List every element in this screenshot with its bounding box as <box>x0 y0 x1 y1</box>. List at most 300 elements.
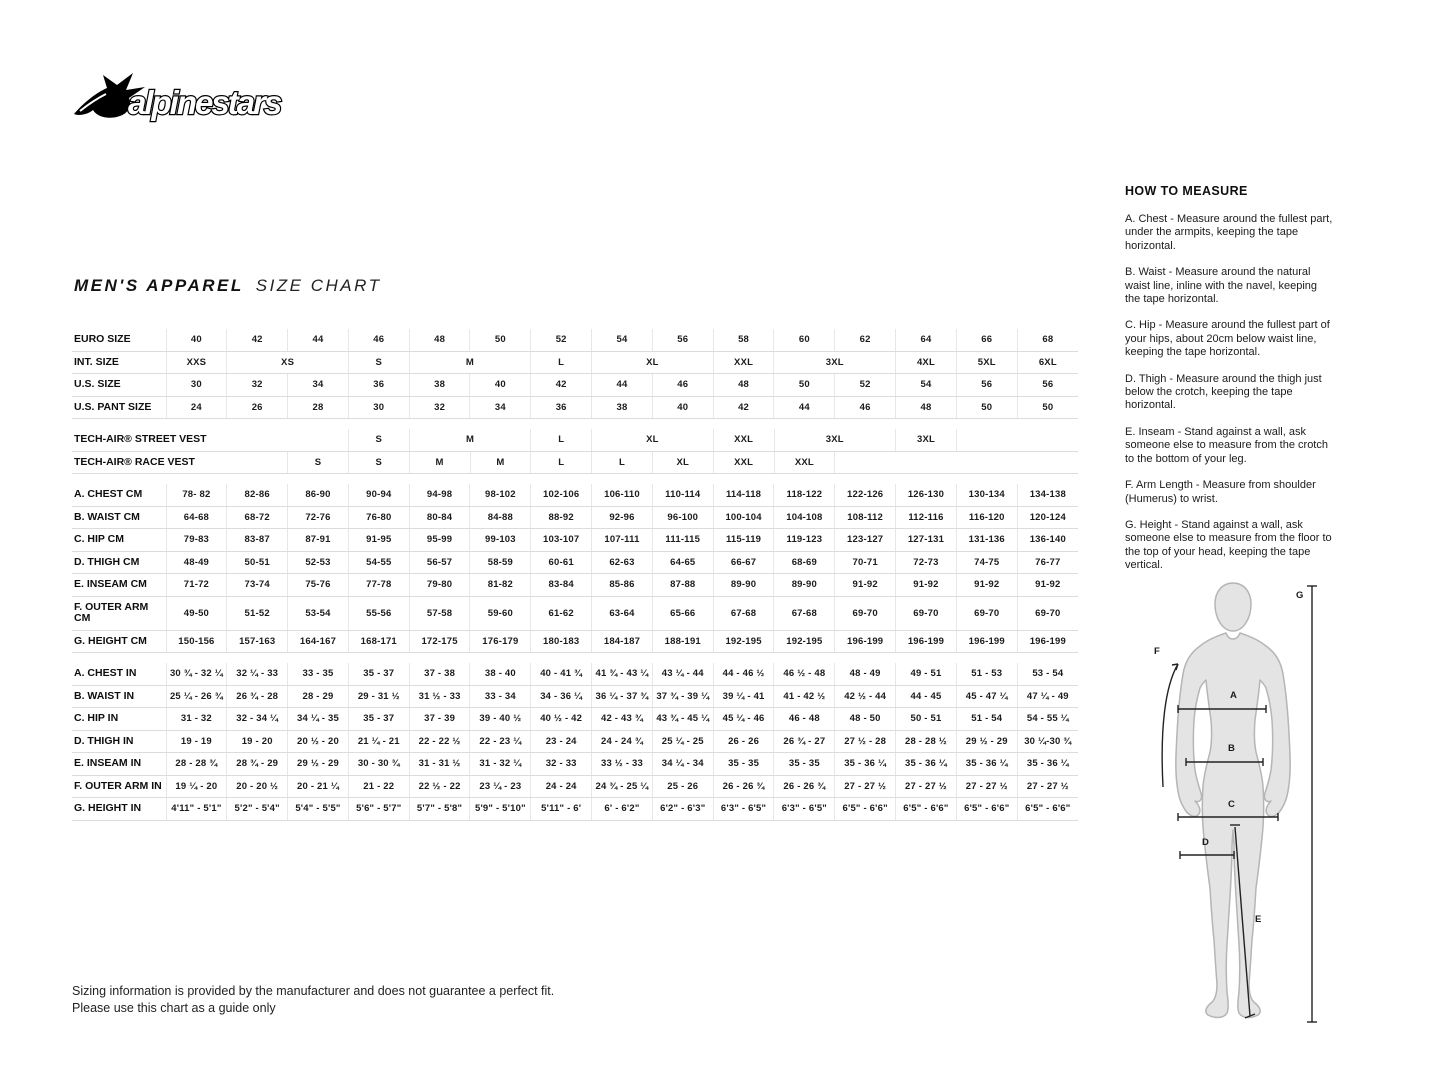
row-label: F. OUTER ARM IN <box>72 775 166 798</box>
size-cell: 23 ¼ - 23 <box>470 775 531 798</box>
size-cell: XL <box>652 451 713 474</box>
size-cell: M <box>470 451 531 474</box>
size-cell: 91-92 <box>1017 574 1078 597</box>
size-cell: 29 ½ - 29 <box>288 753 349 776</box>
size-cell: 64-65 <box>652 551 713 574</box>
size-cell: 22 - 22 ½ <box>409 730 470 753</box>
size-cell: M <box>409 451 470 474</box>
size-cell: 63-64 <box>592 596 653 630</box>
row-label: TECH-AIR® STREET VEST <box>72 429 348 451</box>
size-cell: 49-50 <box>166 596 227 630</box>
measure-instruction: G. Height - Stand against a wall, ask someone else to measure from the floor to the top of your head, keeping the tape vertical. <box>1125 518 1332 572</box>
row-label: A. CHEST IN <box>72 663 166 685</box>
size-cell: 38 - 40 <box>470 663 531 685</box>
size-cell: 56 <box>1017 374 1078 397</box>
size-cell: 47 ¼ - 49 <box>1017 685 1078 708</box>
size-cell: 98-102 <box>470 484 531 506</box>
size-cell: 30 <box>166 374 227 397</box>
size-cell: 5'4" - 5'5" <box>288 798 349 821</box>
size-cell: 40 ½ - 42 <box>531 708 592 731</box>
size-cell: 46 <box>835 396 896 419</box>
size-cell: 70-71 <box>835 551 896 574</box>
size-cell: 64-68 <box>166 506 227 529</box>
size-cell: 188-191 <box>652 630 713 653</box>
size-cell: 35 - 35 <box>713 753 774 776</box>
size-cell: 33 ½ - 33 <box>592 753 653 776</box>
size-cell: XXL <box>713 451 774 474</box>
size-cell: 35 - 36 ¼ <box>956 753 1017 776</box>
size-cell: 100-104 <box>713 506 774 529</box>
size-cell: 31 - 31 ½ <box>409 753 470 776</box>
size-cell: 25 ¼ - 25 <box>652 730 713 753</box>
size-cell: 108-112 <box>835 506 896 529</box>
row-label: B. WAIST CM <box>72 506 166 529</box>
size-cell: M <box>409 429 531 451</box>
size-cell: 72-76 <box>288 506 349 529</box>
size-cell: 34 ¼ - 34 <box>652 753 713 776</box>
size-cell: 36 ¼ - 37 ¾ <box>592 685 653 708</box>
size-cell: 87-91 <box>288 529 349 552</box>
size-cell: 46 - 48 <box>774 708 835 731</box>
size-cell: S <box>348 351 409 374</box>
size-cell: 6'3" - 6'5" <box>713 798 774 821</box>
alpinestars-logo <box>70 70 326 137</box>
size-cell: 6'5" - 6'6" <box>835 798 896 821</box>
measure-instruction: B. Waist - Measure around the natural waist line, inline with the navel, keeping the tape horizontal. <box>1125 266 1318 306</box>
size-cell: 24 - 24 <box>531 775 592 798</box>
size-cell: 103-107 <box>531 529 592 552</box>
size-cell: 44 <box>288 329 349 351</box>
size-cell: 28 ¾ - 29 <box>227 753 288 776</box>
size-cell: 36 <box>531 396 592 419</box>
size-cell: 106-110 <box>592 484 653 506</box>
size-cell <box>835 451 1078 474</box>
size-cell: 78- 82 <box>166 484 227 506</box>
row-label: U.S. PANT SIZE <box>72 396 166 419</box>
size-cell: 94-98 <box>409 484 470 506</box>
size-cell <box>956 429 1078 451</box>
size-cell: 99-103 <box>470 529 531 552</box>
size-cell: 73-74 <box>227 574 288 597</box>
size-cell: 48 <box>713 374 774 397</box>
size-cell: 25 - 26 <box>652 775 713 798</box>
size-cell: 192-195 <box>774 630 835 653</box>
size-cell: 164-167 <box>288 630 349 653</box>
size-cell: 40 <box>166 329 227 351</box>
page-title-main: MEN'S APPAREL <box>74 276 244 295</box>
size-cell: 57-58 <box>409 596 470 630</box>
size-cell: L <box>531 351 592 374</box>
size-cell: 91-92 <box>835 574 896 597</box>
figure-label-waist: B <box>1228 743 1235 754</box>
size-cell: 3XL <box>896 429 957 451</box>
size-cell: 196-199 <box>956 630 1017 653</box>
size-cell: 26 <box>227 396 288 419</box>
size-cell: 26 ¾ - 27 <box>774 730 835 753</box>
size-cell: XXS <box>166 351 227 374</box>
size-cell: 22 - 23 ¼ <box>470 730 531 753</box>
size-cell: 35 - 37 <box>348 708 409 731</box>
size-cell: 96-100 <box>652 506 713 529</box>
size-cell: XXL <box>713 429 774 451</box>
size-cell: 26 - 26 ¾ <box>713 775 774 798</box>
measure-instruction: A. Chest - Measure around the fullest part, under the armpits, keeping the tape horizontal. <box>1125 213 1333 252</box>
alpinestars-wordmark: alpinestars <box>128 84 281 121</box>
size-cell: 3XL <box>774 429 896 451</box>
size-cell: 52 <box>531 329 592 351</box>
size-cell: 28 <box>288 396 349 419</box>
measure-instruction: F. Arm Length - Measure from shoulder (Humerus) to wrist. <box>1125 479 1316 505</box>
size-cell: 54 <box>592 329 653 351</box>
size-cell: 41 - 42 ½ <box>774 685 835 708</box>
size-cell: 22 ½ - 22 <box>409 775 470 798</box>
size-cell: 43 ¼ - 44 <box>652 663 713 685</box>
size-cell: 34 <box>288 374 349 397</box>
row-label: B. WAIST IN <box>72 685 166 708</box>
size-cell: 104-108 <box>774 506 835 529</box>
size-cell: 5'7" - 5'8" <box>409 798 470 821</box>
size-cell: 76-80 <box>348 506 409 529</box>
size-cell: 21 - 22 <box>348 775 409 798</box>
page-title <box>74 276 382 296</box>
size-cell: 176-179 <box>470 630 531 653</box>
size-cell: 31 ½ - 33 <box>409 685 470 708</box>
size-cell: 66-67 <box>713 551 774 574</box>
size-cell: 71-72 <box>166 574 227 597</box>
size-cell: 48 <box>409 329 470 351</box>
size-cell: 123-127 <box>835 529 896 552</box>
size-cell: 80-84 <box>409 506 470 529</box>
size-cell: 48 - 50 <box>835 708 896 731</box>
size-cell: 114-118 <box>713 484 774 506</box>
row-label: E. INSEAM CM <box>72 574 166 597</box>
size-cell: 89-90 <box>713 574 774 597</box>
size-cell: 45 - 47 ¼ <box>956 685 1017 708</box>
size-cell: 50 - 51 <box>896 708 957 731</box>
size-cell: 44 - 46 ½ <box>713 663 774 685</box>
page-title-sub: SIZE CHART <box>255 276 382 295</box>
size-cell: 54 <box>896 374 957 397</box>
size-cell: 69-70 <box>835 596 896 630</box>
size-cell: 115-119 <box>713 529 774 552</box>
size-cell: 29 - 31 ½ <box>348 685 409 708</box>
size-cell: 46 ½ - 48 <box>774 663 835 685</box>
size-cell: 50 <box>956 396 1017 419</box>
size-cell: 95-99 <box>409 529 470 552</box>
measure-instruction: E. Inseam - Stand against a wall, ask someone else to measure from the crotch to the bottom of your leg. <box>1125 425 1328 465</box>
size-cell: 85-86 <box>592 574 653 597</box>
size-cell: L <box>531 429 592 451</box>
size-cell: 42 ½ - 44 <box>835 685 896 708</box>
size-cell: 52-53 <box>288 551 349 574</box>
size-cell: 5'2" - 5'4" <box>227 798 288 821</box>
size-cell: 35 - 36 ¼ <box>835 753 896 776</box>
size-cell: 196-199 <box>1017 630 1078 653</box>
size-cell: 6'2" - 6'3" <box>652 798 713 821</box>
figure-label-height: G <box>1296 590 1304 601</box>
size-cell: 24 <box>166 396 227 419</box>
size-cell: 44 <box>774 396 835 419</box>
row-label: C. HIP CM <box>72 529 166 552</box>
size-cell: 6'5" - 6'6" <box>1017 798 1078 821</box>
size-cell: 26 - 26 ¾ <box>774 775 835 798</box>
size-cell: 69-70 <box>956 596 1017 630</box>
size-cell: 112-116 <box>896 506 957 529</box>
size-cell: 56 <box>652 329 713 351</box>
size-cell: 196-199 <box>835 630 896 653</box>
size-cell: 28 - 29 <box>288 685 349 708</box>
size-cell: 34 ¼ - 35 <box>288 708 349 731</box>
size-cell: 6XL <box>1017 351 1078 374</box>
measurement-figure <box>1138 574 1336 1035</box>
size-cell: 172-175 <box>409 630 470 653</box>
size-cell: 184-187 <box>592 630 653 653</box>
size-cell: 30 ¼-30 ¾ <box>1017 730 1078 753</box>
size-cell: 50-51 <box>227 551 288 574</box>
row-label: INT. SIZE <box>72 351 166 374</box>
size-cell: 82-86 <box>227 484 288 506</box>
size-cell: 91-95 <box>348 529 409 552</box>
size-cell: 28 - 28 ¾ <box>166 753 227 776</box>
size-cell: 40 <box>652 396 713 419</box>
size-cell: 136-140 <box>1017 529 1078 552</box>
size-cell: 6' - 6'2" <box>592 798 653 821</box>
size-cell: 131-136 <box>956 529 1017 552</box>
size-table-group <box>72 329 1078 419</box>
size-cell: 6'5" - 6'6" <box>956 798 1017 821</box>
size-cell: 39 ¼ - 41 <box>713 685 774 708</box>
size-cell: 40 <box>470 374 531 397</box>
size-table-group <box>72 484 1078 653</box>
size-cell: 59-60 <box>470 596 531 630</box>
size-cell: 6'3" - 6'5" <box>774 798 835 821</box>
figure-label-arm: F <box>1154 646 1160 657</box>
size-cell: 30 <box>348 396 409 419</box>
size-cell: 20 - 21 ¼ <box>288 775 349 798</box>
size-cell: 31 - 32 ¼ <box>470 753 531 776</box>
size-cell: 44 - 45 <box>896 685 957 708</box>
size-cell: 68 <box>1017 329 1078 351</box>
row-label: F. OUTER ARM CM <box>72 596 166 630</box>
size-cell: 41 ¾ - 43 ¼ <box>592 663 653 685</box>
size-cell: 23 - 24 <box>531 730 592 753</box>
size-cell: 48 - 49 <box>835 663 896 685</box>
figure-label-chest: A <box>1230 690 1237 701</box>
size-cell: 4XL <box>896 351 957 374</box>
size-cell: 32 - 34 ¼ <box>227 708 288 731</box>
height-measure-line <box>1307 586 1317 1022</box>
size-cell: XXL <box>713 351 774 374</box>
size-cell: 75-76 <box>288 574 349 597</box>
size-cell: 51 - 54 <box>956 708 1017 731</box>
size-cell: XL <box>592 429 714 451</box>
size-cell: 5'11" - 6' <box>531 798 592 821</box>
row-label: G. HEIGHT IN <box>72 798 166 821</box>
size-cell: 61-62 <box>531 596 592 630</box>
size-cell: 38 <box>592 396 653 419</box>
size-cell: L <box>531 451 592 474</box>
size-cell: 83-84 <box>531 574 592 597</box>
size-cell: 33 - 35 <box>288 663 349 685</box>
size-cell: 64 <box>896 329 957 351</box>
size-cell: 89-90 <box>774 574 835 597</box>
size-cell: 196-199 <box>896 630 957 653</box>
size-cell: 20 - 20 ½ <box>227 775 288 798</box>
size-cell: 76-77 <box>1017 551 1078 574</box>
size-cell: 38 <box>409 374 470 397</box>
size-cell: 54 - 55 ¼ <box>1017 708 1078 731</box>
size-cell: 60 <box>774 329 835 351</box>
size-cell: XXL <box>774 451 835 474</box>
size-cell: 49 - 51 <box>896 663 957 685</box>
size-cell: 6'5" - 6'6" <box>896 798 957 821</box>
size-cell: 42 <box>227 329 288 351</box>
size-cell: 34 <box>470 396 531 419</box>
size-cell: 53-54 <box>288 596 349 630</box>
size-table-group <box>72 663 1078 821</box>
measure-instruction: C. Hip - Measure around the fullest part of your hips, about 20cm below waist line, keeping the tape horizontal. <box>1125 319 1330 359</box>
measure-instruction: D. Thigh - Measure around the thigh just below the crotch, keeping the tape horizontal. <box>1125 372 1322 412</box>
size-table-group <box>72 429 1078 474</box>
size-cell: 67-68 <box>774 596 835 630</box>
size-cell: 42 <box>531 374 592 397</box>
size-cell: 3XL <box>774 351 896 374</box>
size-cell: 83-87 <box>227 529 288 552</box>
size-cell: 35 - 36 ¼ <box>1017 753 1078 776</box>
size-cell: 43 ¾ - 45 ¼ <box>652 708 713 731</box>
size-cell: 37 - 39 <box>409 708 470 731</box>
size-cell: 62-63 <box>592 551 653 574</box>
size-cell: 86-90 <box>288 484 349 506</box>
how-to-measure-heading: HOW TO MEASURE <box>1125 184 1248 198</box>
size-cell: 116-120 <box>956 506 1017 529</box>
size-cell: 81-82 <box>470 574 531 597</box>
size-cell: 118-122 <box>774 484 835 506</box>
size-cell: 68-72 <box>227 506 288 529</box>
size-cell: 84-88 <box>470 506 531 529</box>
size-cell: 90-94 <box>348 484 409 506</box>
size-cell: 56 <box>956 374 1017 397</box>
size-cell: 21 ¼ - 21 <box>348 730 409 753</box>
size-cell: 88-92 <box>531 506 592 529</box>
size-cell: 19 - 19 <box>166 730 227 753</box>
size-cell: 32 <box>227 374 288 397</box>
size-cell: XS <box>227 351 349 374</box>
row-label: EURO SIZE <box>72 329 166 351</box>
size-cell: L <box>592 451 653 474</box>
size-cell: 69-70 <box>896 596 957 630</box>
size-cell: 45 ¼ - 46 <box>713 708 774 731</box>
size-cell: 134-138 <box>1017 484 1078 506</box>
size-cell: 30 ¾ - 32 ¼ <box>166 663 227 685</box>
size-cell: 20 ½ - 20 <box>288 730 349 753</box>
size-cell: 50 <box>774 374 835 397</box>
size-cell: 77-78 <box>348 574 409 597</box>
size-cell: 157-163 <box>227 630 288 653</box>
size-cell: 110-114 <box>652 484 713 506</box>
size-cell: S <box>288 451 349 474</box>
size-cell: XL <box>592 351 714 374</box>
size-cell: 27 - 27 ½ <box>1017 775 1078 798</box>
size-cell: 53 - 54 <box>1017 663 1078 685</box>
size-cell: S <box>348 451 409 474</box>
disclaimer-line-2: Please use this chart as a guide only <box>72 1001 276 1015</box>
size-cell: 39 - 40 ½ <box>470 708 531 731</box>
size-cell: 79-83 <box>166 529 227 552</box>
size-cell: 180-183 <box>531 630 592 653</box>
size-cell: 32 ¼ - 33 <box>227 663 288 685</box>
size-cell: 42 - 43 ¾ <box>592 708 653 731</box>
row-label: A. CHEST CM <box>72 484 166 506</box>
size-cell: 32 <box>409 396 470 419</box>
size-cell: 107-111 <box>592 529 653 552</box>
size-cell: 120-124 <box>1017 506 1078 529</box>
size-cell: 130-134 <box>956 484 1017 506</box>
figure-label-inseam: E <box>1255 914 1262 925</box>
size-cell: 50 <box>1017 396 1078 419</box>
size-cell: 46 <box>348 329 409 351</box>
size-cell: 51 - 53 <box>956 663 1017 685</box>
size-cell: 150-156 <box>166 630 227 653</box>
size-cell: 119-123 <box>774 529 835 552</box>
size-cell: 28 - 28 ½ <box>896 730 957 753</box>
size-cell: 5'6" - 5'7" <box>348 798 409 821</box>
disclaimer <box>72 983 554 1017</box>
size-cell: 122-126 <box>835 484 896 506</box>
row-label: G. HEIGHT CM <box>72 630 166 653</box>
size-cell: 4'11" - 5'1" <box>166 798 227 821</box>
size-cell: 65-66 <box>652 596 713 630</box>
size-cell: 54-55 <box>348 551 409 574</box>
size-cell: 5'9" - 5'10" <box>470 798 531 821</box>
size-cell: 74-75 <box>956 551 1017 574</box>
size-cell: 36 <box>348 374 409 397</box>
size-cell: 26 ¾ - 28 <box>227 685 288 708</box>
size-cell: 62 <box>835 329 896 351</box>
size-cell: 111-115 <box>652 529 713 552</box>
size-cell: 24 ¾ - 25 ¼ <box>592 775 653 798</box>
size-cell: 92-96 <box>592 506 653 529</box>
size-cell: 58-59 <box>470 551 531 574</box>
size-cell: 68-69 <box>774 551 835 574</box>
size-cell: 37 - 38 <box>409 663 470 685</box>
size-cell: 42 <box>713 396 774 419</box>
size-cell: 66 <box>956 329 1017 351</box>
size-cell: 48-49 <box>166 551 227 574</box>
size-cell: 127-131 <box>896 529 957 552</box>
size-cell: 44 <box>592 374 653 397</box>
size-cell: 192-195 <box>713 630 774 653</box>
size-cell: 31 - 32 <box>166 708 227 731</box>
size-cell: 19 ¼ - 20 <box>166 775 227 798</box>
size-cell: M <box>409 351 531 374</box>
size-cell: 168-171 <box>348 630 409 653</box>
size-cell: 102-106 <box>531 484 592 506</box>
size-cell: 56-57 <box>409 551 470 574</box>
size-cell: 27 - 27 ½ <box>835 775 896 798</box>
size-cell: 91-92 <box>956 574 1017 597</box>
how-to-measure-panel <box>1125 184 1333 586</box>
row-label: D. THIGH CM <box>72 551 166 574</box>
size-cell: 33 - 34 <box>470 685 531 708</box>
size-cell: 58 <box>713 329 774 351</box>
size-cell: 87-88 <box>652 574 713 597</box>
size-cell: 19 - 20 <box>227 730 288 753</box>
size-cell: S <box>348 429 409 451</box>
row-label: TECH-AIR® RACE VEST <box>72 451 288 474</box>
size-cell: 51-52 <box>227 596 288 630</box>
size-cell: 26 - 26 <box>713 730 774 753</box>
